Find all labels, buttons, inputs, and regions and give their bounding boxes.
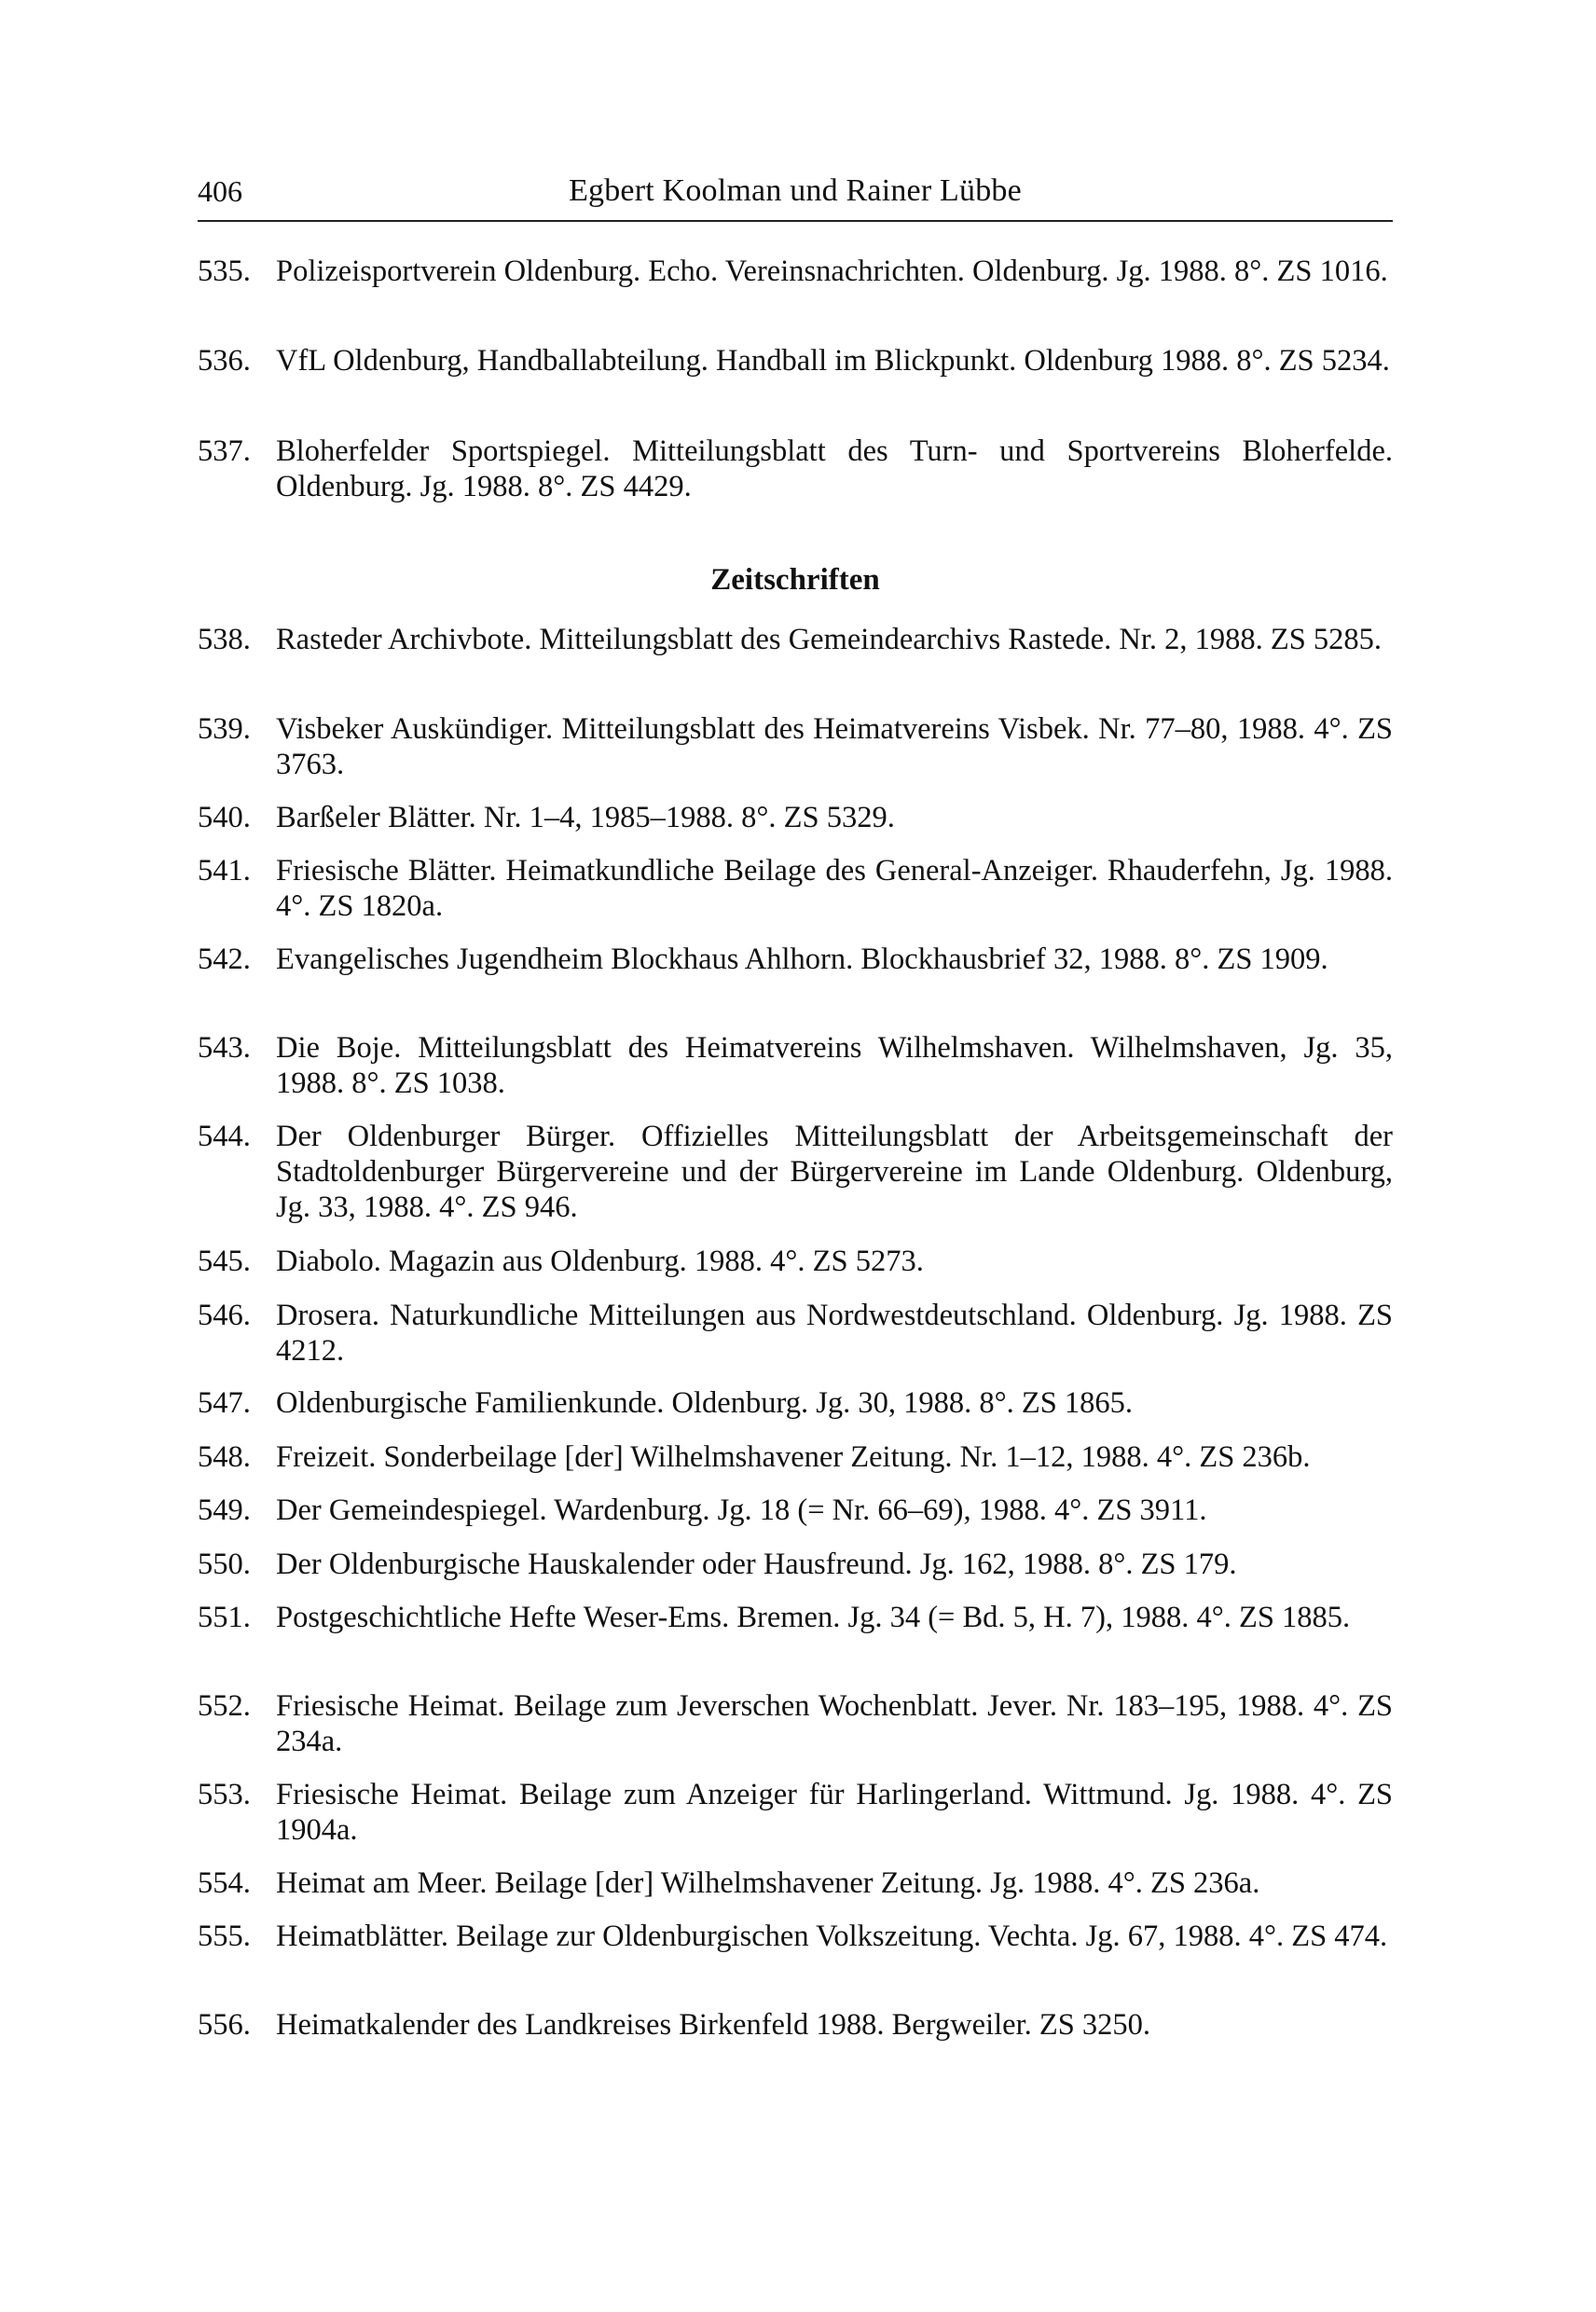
entry-number: 553.: [198, 1778, 251, 1811]
entry-number: 550.: [198, 1548, 251, 1581]
list-item: [198, 343, 1393, 378]
entry-text: Der Oldenburger Bürger. Offizielles Mitteilungsblatt der Arbeitsgemeinschaft der Stadtoldenburger Bürgervereine und der Bürgervereine im Lande Oldenburg. Oldenburg, Jg. 33, 1988. 4°. ZS 946.: [276, 1120, 1393, 1224]
entry-text: Drosera. Naturkundliche Mitteilungen aus Nordwestdeutschland. Oldenburg. Jg. 1988. ZS 4212.: [276, 1299, 1393, 1368]
entry-number: 547.: [198, 1386, 251, 1420]
entry-text: Oldenburgische Familienkunde. Oldenburg. Jg. 30, 1988. 8°. ZS 1865.: [276, 1386, 1134, 1420]
list-item: [198, 1439, 1393, 1475]
entry-text: Heimatkalender des Landkreises Birkenfeld 1988. Bergweiler. ZS 3250.: [276, 2008, 1151, 2042]
list-item: [198, 711, 1393, 782]
entry-number: 537.: [198, 434, 251, 468]
entry-number: 548.: [198, 1440, 251, 1474]
list-item: [198, 1119, 1393, 1225]
list-item: [198, 434, 1393, 504]
entry-number: 539.: [198, 712, 251, 746]
entry-text: Visbeker Auskündiger. Mitteilungsblatt des Heimatvereins Visbek. Nr. 77–80, 1988. 4°. ZS 3763.: [276, 712, 1393, 781]
list-item: [198, 1385, 1393, 1421]
list-item: [198, 1600, 1393, 1635]
list-item: [198, 1493, 1393, 1528]
list-item: [198, 1865, 1393, 1901]
list-item: [198, 1688, 1393, 1759]
header-rule: [198, 220, 1393, 222]
entry-number: 535.: [198, 255, 251, 288]
list-item: [198, 254, 1393, 289]
list-item: [198, 1298, 1393, 1369]
list-item: [198, 1547, 1393, 1582]
page-header: [198, 168, 1393, 214]
entry-text: Heimat am Meer. Beilage [der] Wilhelmshavener Zeitung. Jg. 1988. 4°. ZS 236a.: [276, 1866, 1260, 1900]
entry-text: Der Oldenburgische Hauskalender oder Hausfreund. Jg. 162, 1988. 8°. ZS 179.: [276, 1548, 1237, 1581]
entry-number: 549.: [198, 1493, 251, 1527]
list-item: [198, 800, 1393, 835]
entry-text: Friesische Heimat. Beilage zum Jeverschen Wochenblatt. Jever. Nr. 183–195, 1988. 4°. ZS 234a.: [276, 1689, 1393, 1758]
entry-text: Friesische Heimat. Beilage zum Anzeiger für Harlingerland. Wittmund. Jg. 1988. 4°. ZS 1904a.: [276, 1778, 1393, 1847]
entry-number: 542.: [198, 943, 251, 976]
running-head: Egbert Koolman und Rainer Lübbe: [569, 173, 1022, 208]
entry-number: 555.: [198, 1920, 251, 1953]
entry-text: Diabolo. Magazin aus Oldenburg. 1988. 4°. ZS 5273.: [276, 1245, 924, 1278]
list-item: [198, 942, 1393, 977]
entry-text: Evangelisches Jugendheim Blockhaus Ahlhorn. Blockhausbrief 32, 1988. 8°. ZS 1909.: [276, 943, 1328, 976]
entry-number: 544.: [198, 1120, 251, 1153]
entry-number: 552.: [198, 1689, 251, 1723]
list-item: [198, 1244, 1393, 1279]
entry-number: 545.: [198, 1245, 251, 1278]
entry-text: Rasteder Archivbote. Mitteilungsblatt des Gemeindearchivs Rastede. Nr. 2, 1988. ZS 5285.: [276, 623, 1383, 656]
entry-number: 541.: [198, 854, 251, 888]
entry-text: VfL Oldenburg, Handballabteilung. Handball im Blickpunkt. Oldenburg 1988. 8°. ZS 5234.: [276, 344, 1390, 378]
entry-number: 540.: [198, 801, 251, 834]
list-item: [198, 1030, 1393, 1101]
entry-text: Freizeit. Sonderbeilage [der] Wilhelmshavener Zeitung. Nr. 1–12, 1988. 4°. ZS 236b.: [276, 1440, 1311, 1474]
list-item: [198, 853, 1393, 924]
entry-number: 551.: [198, 1601, 251, 1634]
entry-number: 536.: [198, 344, 251, 378]
page-number: 406: [198, 174, 242, 208]
entry-text: Der Gemeindespiegel. Wardenburg. Jg. 18 (= Nr. 66–69), 1988. 4°. ZS 3911.: [276, 1493, 1207, 1527]
entry-text: Friesische Blätter. Heimatkundliche Beilage des General-Anzeiger. Rhauderfehn, Jg. 1988. 4°. ZS 1820a.: [276, 854, 1393, 923]
entry-number: 556.: [198, 2008, 251, 2042]
entry-text: Barßeler Blätter. Nr. 1–4, 1985–1988. 8°. ZS 5329.: [276, 801, 895, 834]
list-item: [198, 1919, 1393, 1954]
entry-number: 538.: [198, 623, 251, 656]
list-item: [198, 1777, 1393, 1848]
list-item: [198, 622, 1393, 657]
entry-text: Die Boje. Mitteilungsblatt des Heimatvereins Wilhelmshaven. Wilhelmshaven, Jg. 35, 1988. 8°. ZS 1038.: [276, 1031, 1393, 1100]
section-heading: Zeitschriften: [710, 563, 880, 597]
entry-text: Postgeschichtliche Hefte Weser-Ems. Bremen. Jg. 34 (= Bd. 5, H. 7), 1988. 4°. ZS 1885.: [276, 1601, 1351, 1634]
entry-text: Polizeisportverein Oldenburg. Echo. Vereinsnachrichten. Oldenburg. Jg. 1988. 8°. ZS 1016.: [276, 255, 1388, 288]
entry-number: 543.: [198, 1031, 251, 1065]
entry-number: 546.: [198, 1299, 251, 1332]
list-item: [198, 2007, 1393, 2043]
entry-text: Heimatblätter. Beilage zur Oldenburgischen Volkszeitung. Vechta. Jg. 67, 1988. 4°. ZS 474.: [276, 1920, 1388, 1953]
entry-number: 554.: [198, 1866, 251, 1900]
entry-text: Bloherfelder Sportspiegel. Mitteilungsblatt des Turn- und Sportvereins Bloherfelde. Oldenburg. Jg. 1988. 8°. ZS 4429.: [276, 434, 1393, 503]
